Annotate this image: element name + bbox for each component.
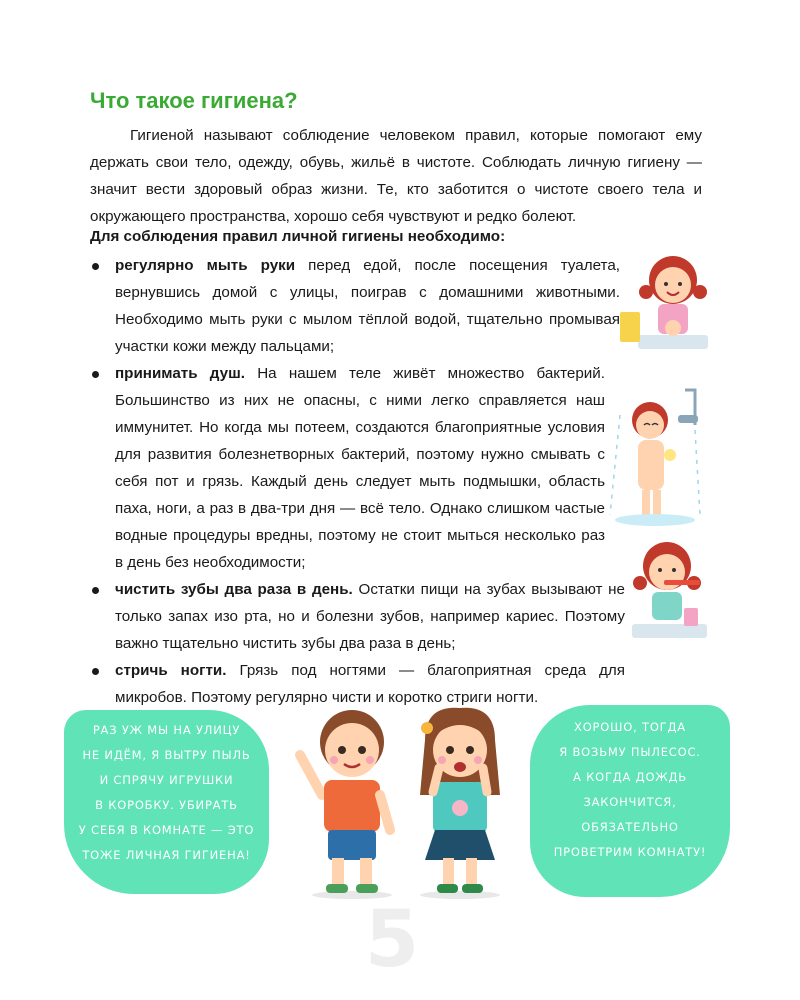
bubble-line: НЕ ИДЁМ, Я ВЫТРУ ПЫЛЬ xyxy=(82,748,251,762)
tip-text: Грязь под ногтями — благоприятная среда для микробов. Поэтому регулярно чисти и коротко стриги ногти. xyxy=(115,662,625,706)
speech-bubble-boy xyxy=(64,710,269,894)
speech-bubble-girl xyxy=(530,705,730,897)
list-item xyxy=(92,252,620,360)
bubble-line: ЗАКОНЧИТСЯ, xyxy=(583,795,677,809)
needs-title: Для соблюдения правил личной гигиены необходимо: xyxy=(90,228,506,245)
girl-illustration xyxy=(405,700,515,900)
girl-shower-illustration xyxy=(600,385,715,530)
bubble-line: В КОРОБКУ. УБИРАТЬ xyxy=(95,798,238,812)
bubble-line: ОБЯЗАТЕЛЬНО xyxy=(581,820,679,834)
page-number: 5 xyxy=(364,895,420,985)
bubble-line: У СЕБЯ В КОМНАТЕ — ЭТО xyxy=(78,823,255,837)
bubble-line: Я ВОЗЬМУ ПЫЛЕСОС. xyxy=(559,745,701,759)
bubble-line: РАЗ УЖ МЫ НА УЛИЦУ xyxy=(92,723,241,737)
bubble-line: И СПРЯЧУ ИГРУШКИ xyxy=(99,773,234,787)
bubble-line: ПРОВЕТРИМ КОМНАТУ! xyxy=(553,845,707,859)
list-item xyxy=(92,576,625,657)
tip-title: чистить зубы два раза в день. xyxy=(115,581,353,598)
tip-title: регулярно мыть руки xyxy=(115,257,296,274)
bubble-line: ХОРОШО, ТОГДА xyxy=(574,720,686,734)
bubble-line: А КОГДА ДОЖДЬ xyxy=(573,770,687,784)
list-item xyxy=(92,360,605,576)
girl-brushing-teeth-illustration xyxy=(622,528,717,643)
hygiene-list xyxy=(92,252,625,711)
girl-washing-hands-illustration xyxy=(618,240,718,355)
tip-text: На нашем теле живёт множество бактерий. Большинство из них не опасны, с ними легко справляется наш иммунитет. Но когда мы потеем, создаются благоприятные условия для развития болезнетворных бактерий, поэтому нужно смывать с себя пот и грязь. Каждый день следует мыть подмышки, область паха, ноги, а раз в два-три дня — всё тело. Однако слишком частые водные процедуры вредны, поэтому не стоит мыться несколько раз в день без необходимости; xyxy=(115,365,605,571)
tip-title: принимать душ. xyxy=(115,365,245,382)
tip-text: перед едой, после посещения туалета, вернувшись домой с улицы, поиграв с домашними животными. Необходимо мыть руки с мылом тёплой водой, тщательно промывая участки кожи между пальцами; xyxy=(115,257,620,355)
boy-illustration xyxy=(292,700,407,900)
bubble-line: ТОЖЕ ЛИЧНАЯ ГИГИЕНА! xyxy=(82,848,251,862)
intro-paragraph: Гигиеной называют соблюдение человеком правил, которые помогают ему держать свои тело, одежду, обувь, жильё в чистоте. Соблюдать личную гигиену — значит вести здоровый образ жизни. Те, кто заботится о чистоте своего тела и окружающего пространства, хорошо себя чувствуют и редко болеют. xyxy=(90,127,702,225)
tip-title: стричь ногти. xyxy=(115,662,227,679)
tip-text: Остатки пищи на зубах вызывают не только запах изо рта, но и болезни зубов, например кариес. Поэтому важно тщательно чистить зубы два раза в день; xyxy=(115,581,626,652)
page-title: Что такое гигиена? xyxy=(90,88,298,113)
